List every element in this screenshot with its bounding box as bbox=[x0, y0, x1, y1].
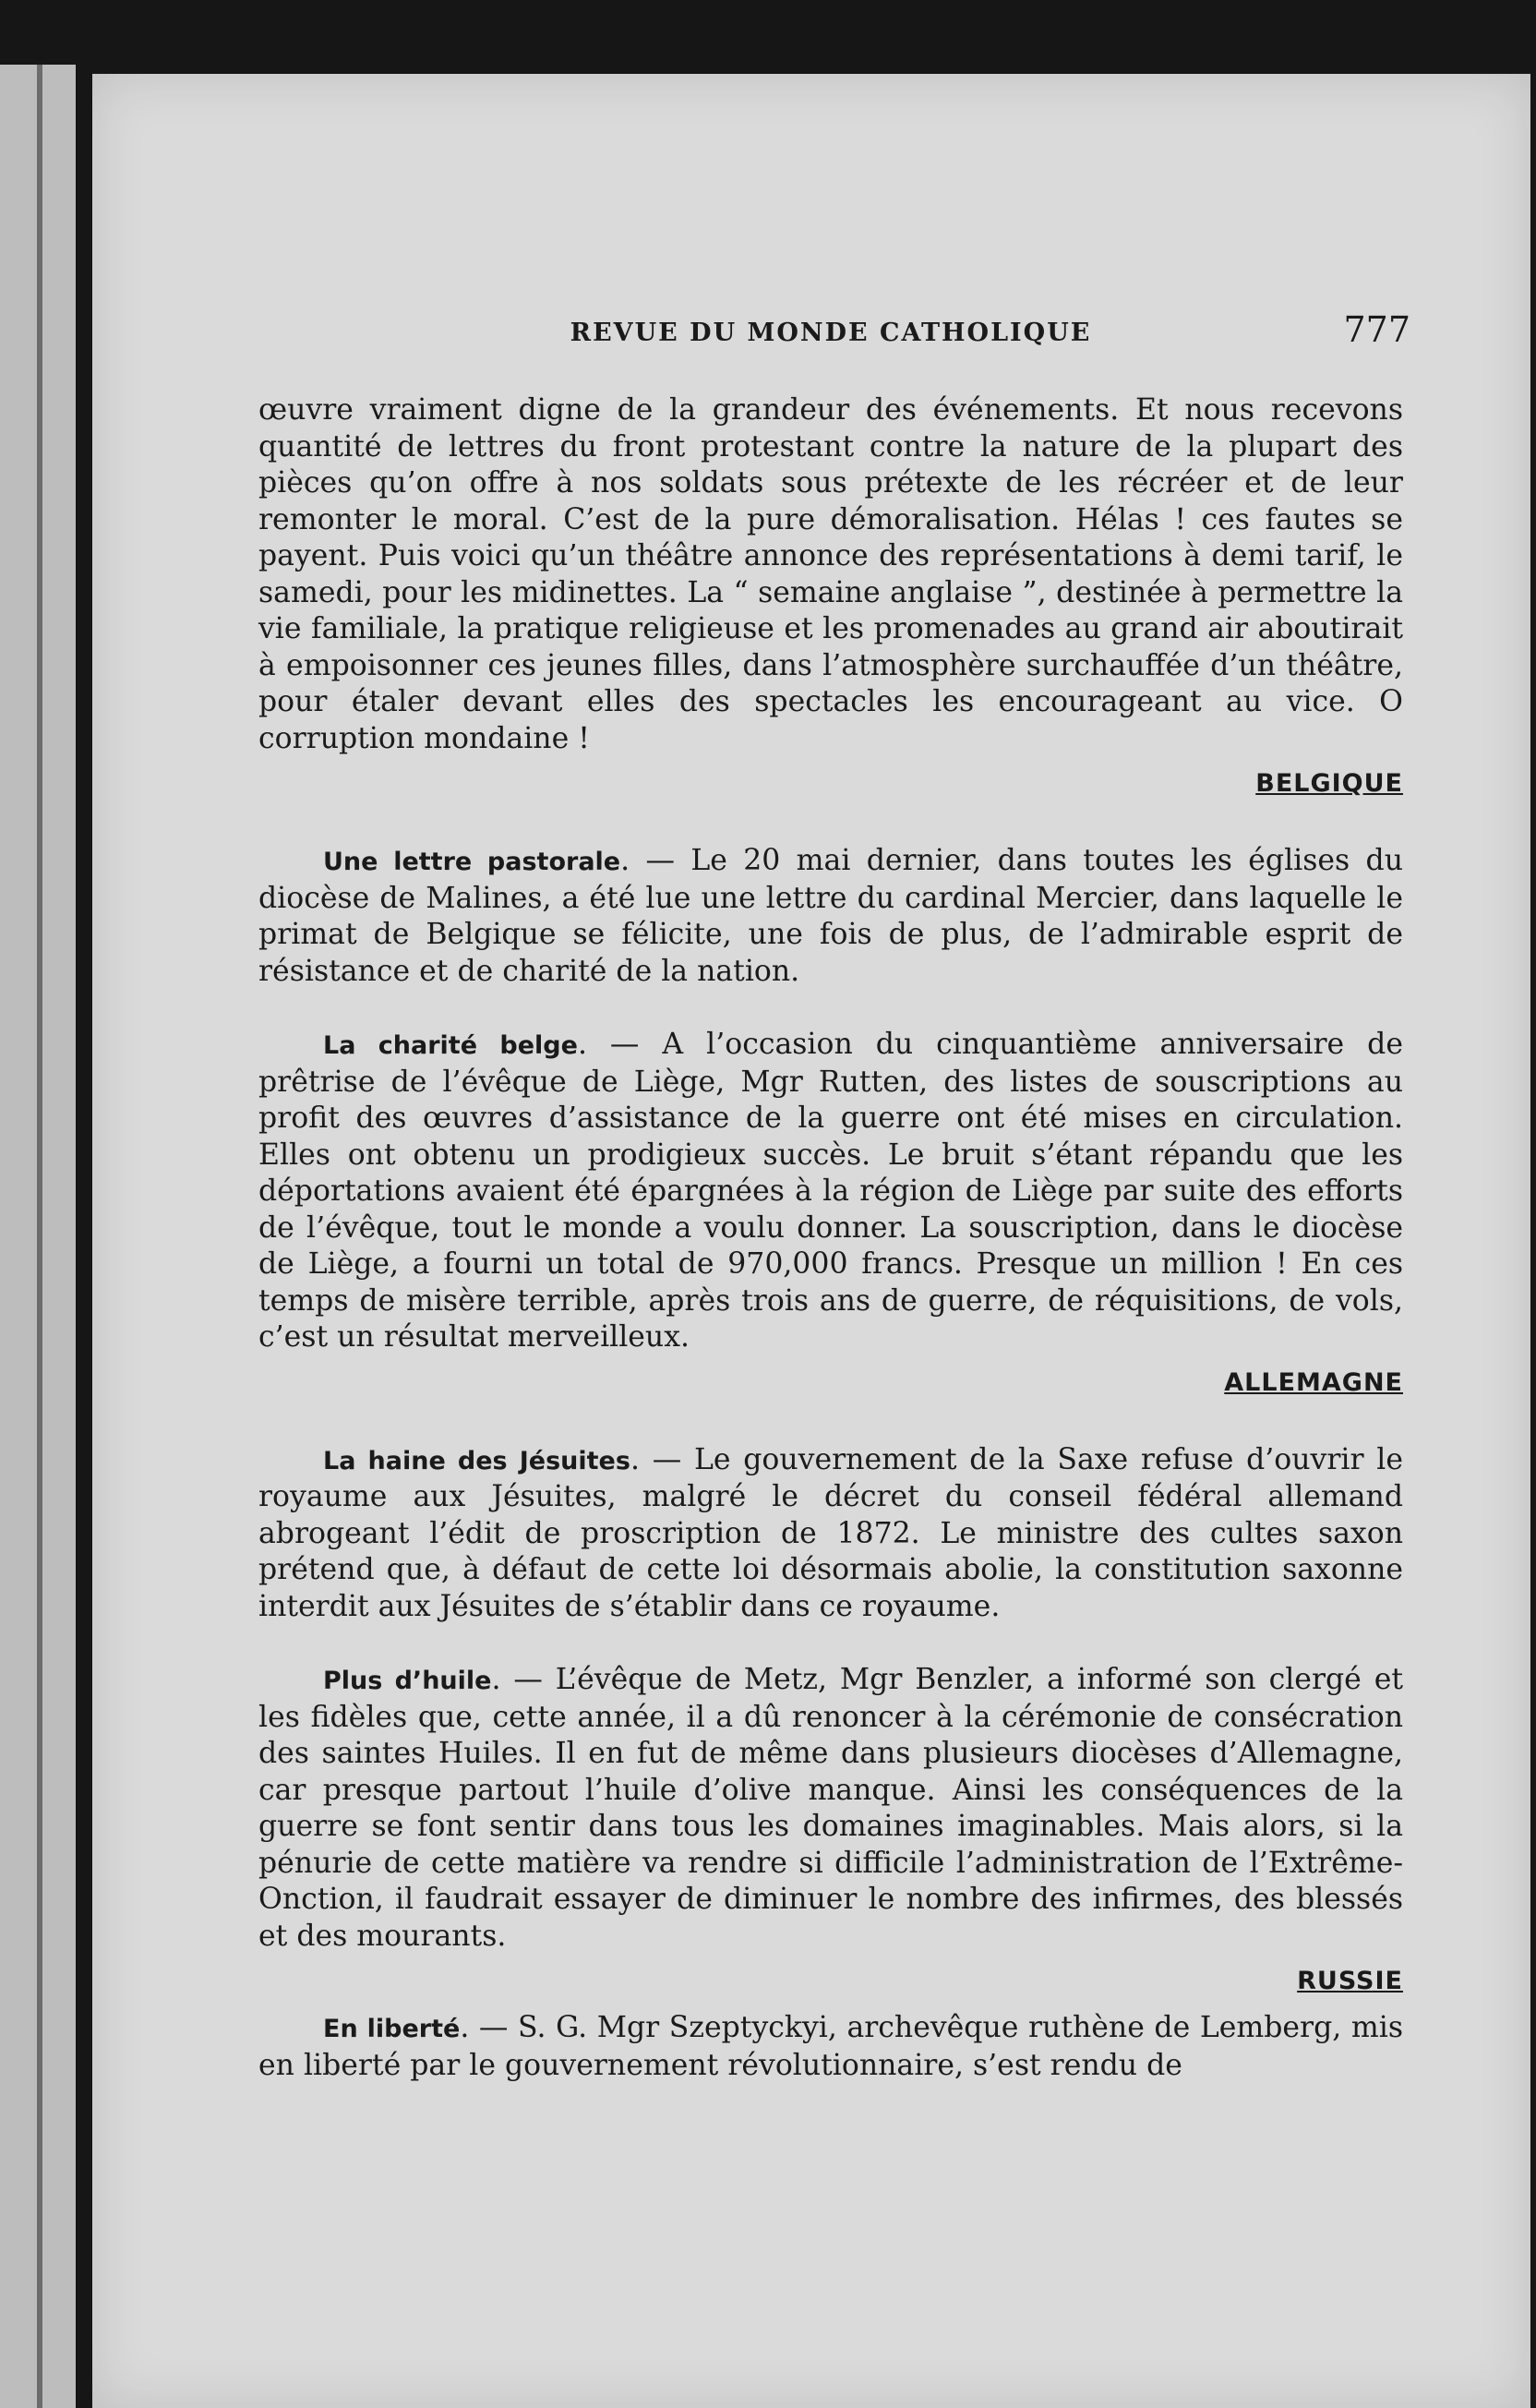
opening-paragraph: œuvre vraiment digne de la grandeur des événements. Et nous recevons quantité de lettres du front protestant contre la nature de la plupart des pièces qu’on offre à nos soldats sous prétexte de les récréer et de leur remonter le moral. C’est de la pure démoralisation. Hélas ! ces fautes se payent. Puis voici qu’un théâtre annonce des représentations à demi tarif, le samedi, pour les midinettes. La “ semaine anglaise ”, destinée à permettre la vie familiale, la pratique religieuse et les promenades au grand air aboutirait à empoisonner ces jeunes filles, dans l’atmosphère surchauffée d’un théâtre, pour étaler devant elles des spectacles les encourageant au vice. O corruption mondaine ! bbox=[258, 393, 1403, 755]
running-header bbox=[258, 309, 1410, 392]
article-paragraph bbox=[258, 1027, 1403, 1356]
article-paragraph bbox=[258, 843, 1403, 990]
country-heading-allemagne: ALLEMAGNE bbox=[1224, 1367, 1403, 1397]
article-rubric: Plus d’huile bbox=[323, 1667, 492, 1695]
article-text: . — A l’occasion du cinquantième anniversaire de prêtrise de l’évêque de Liège, Mgr Rutten, des listes de souscriptions au profit des œuvres d’assistance de la guerre ont été mises en circulation. Elles ont obtenu un prodigieux succès. Le bruit s’étant répandu que les déportations avaient été épargnées à la région de Liège par suite des efforts de l’évêque, tout le monde a voulu donner. La souscription, dans le diocèse de Liège, a fourni un total de 970,000 francs. Presque un million ! En ces temps de misère terrible, après trois ans de guerre, de réquisitions, de vols, c’est un résultat merveilleux. bbox=[258, 1028, 1403, 1354]
article-rubric: Une lettre pastorale bbox=[323, 848, 621, 876]
article-rubric: La haine des Jésuites bbox=[323, 1446, 630, 1475]
article-paragraph bbox=[258, 2010, 1403, 2084]
country-heading-belgique: BELGIQUE bbox=[1255, 769, 1403, 798]
article-rubric: La charité belge bbox=[323, 1031, 578, 1060]
page-number: 777 bbox=[1343, 309, 1410, 350]
article-text: . — S. G. Mgr Szeptyckyi, archevêque ruthène de Lemberg, mis en liberté par le gouvernement révolutionnaire, s’est rendu de bbox=[258, 2011, 1403, 2082]
article-text: . — L’évêque de Metz, Mgr Benzler, a informé son clergé et les fidèles que, cette année, il a dû renoncer à la cérémonie de consécration des saintes Huiles. Il en fut de même dans plusieurs diocèses d’Allemagne, car presque partout l’huile d’olive manque. Ainsi les conséquences de la guerre se font sentir dans tous les domaines imaginables. Mais alors, si la pénurie de cette matière va rendre si difficile l’administration de l’Extrême-Onction, il faudrait essayer de diminuer le nombre des infirmes, des blessés et des mourants. bbox=[258, 1663, 1403, 1953]
article-text: . — Le gouvernement de la Saxe refuse d’ouvrir le royaume aux Jésuites, malgré le décret du conseil fédéral allemand abrogeant l’édit de proscription de 1872. Le ministre des cultes saxon prétend que, à défaut de cette loi désormais abolie, la constitution saxonne interdit aux Jésuites de s’établir dans ce royaume. bbox=[258, 1442, 1403, 1623]
article-rubric: En liberté bbox=[323, 2015, 461, 2043]
country-heading-russie: RUSSIE bbox=[1297, 1967, 1403, 1995]
article-paragraph bbox=[258, 1662, 1403, 1955]
running-title: REVUE DU MONDE CATHOLIQUE bbox=[570, 319, 1092, 347]
page-content bbox=[258, 309, 1410, 2084]
article-paragraph bbox=[258, 1442, 1403, 1626]
book-page bbox=[92, 74, 1530, 2408]
article-text: . — Le 20 mai dernier, dans toutes les églises du diocèse de Malines, a été lue une lettre du cardinal Mercier, dans laquelle le primat de Belgique se félicite, une fois de plus, de l’admirable esprit de résistance et de charité de la nation. bbox=[258, 844, 1403, 988]
page-gutter bbox=[37, 65, 42, 2408]
